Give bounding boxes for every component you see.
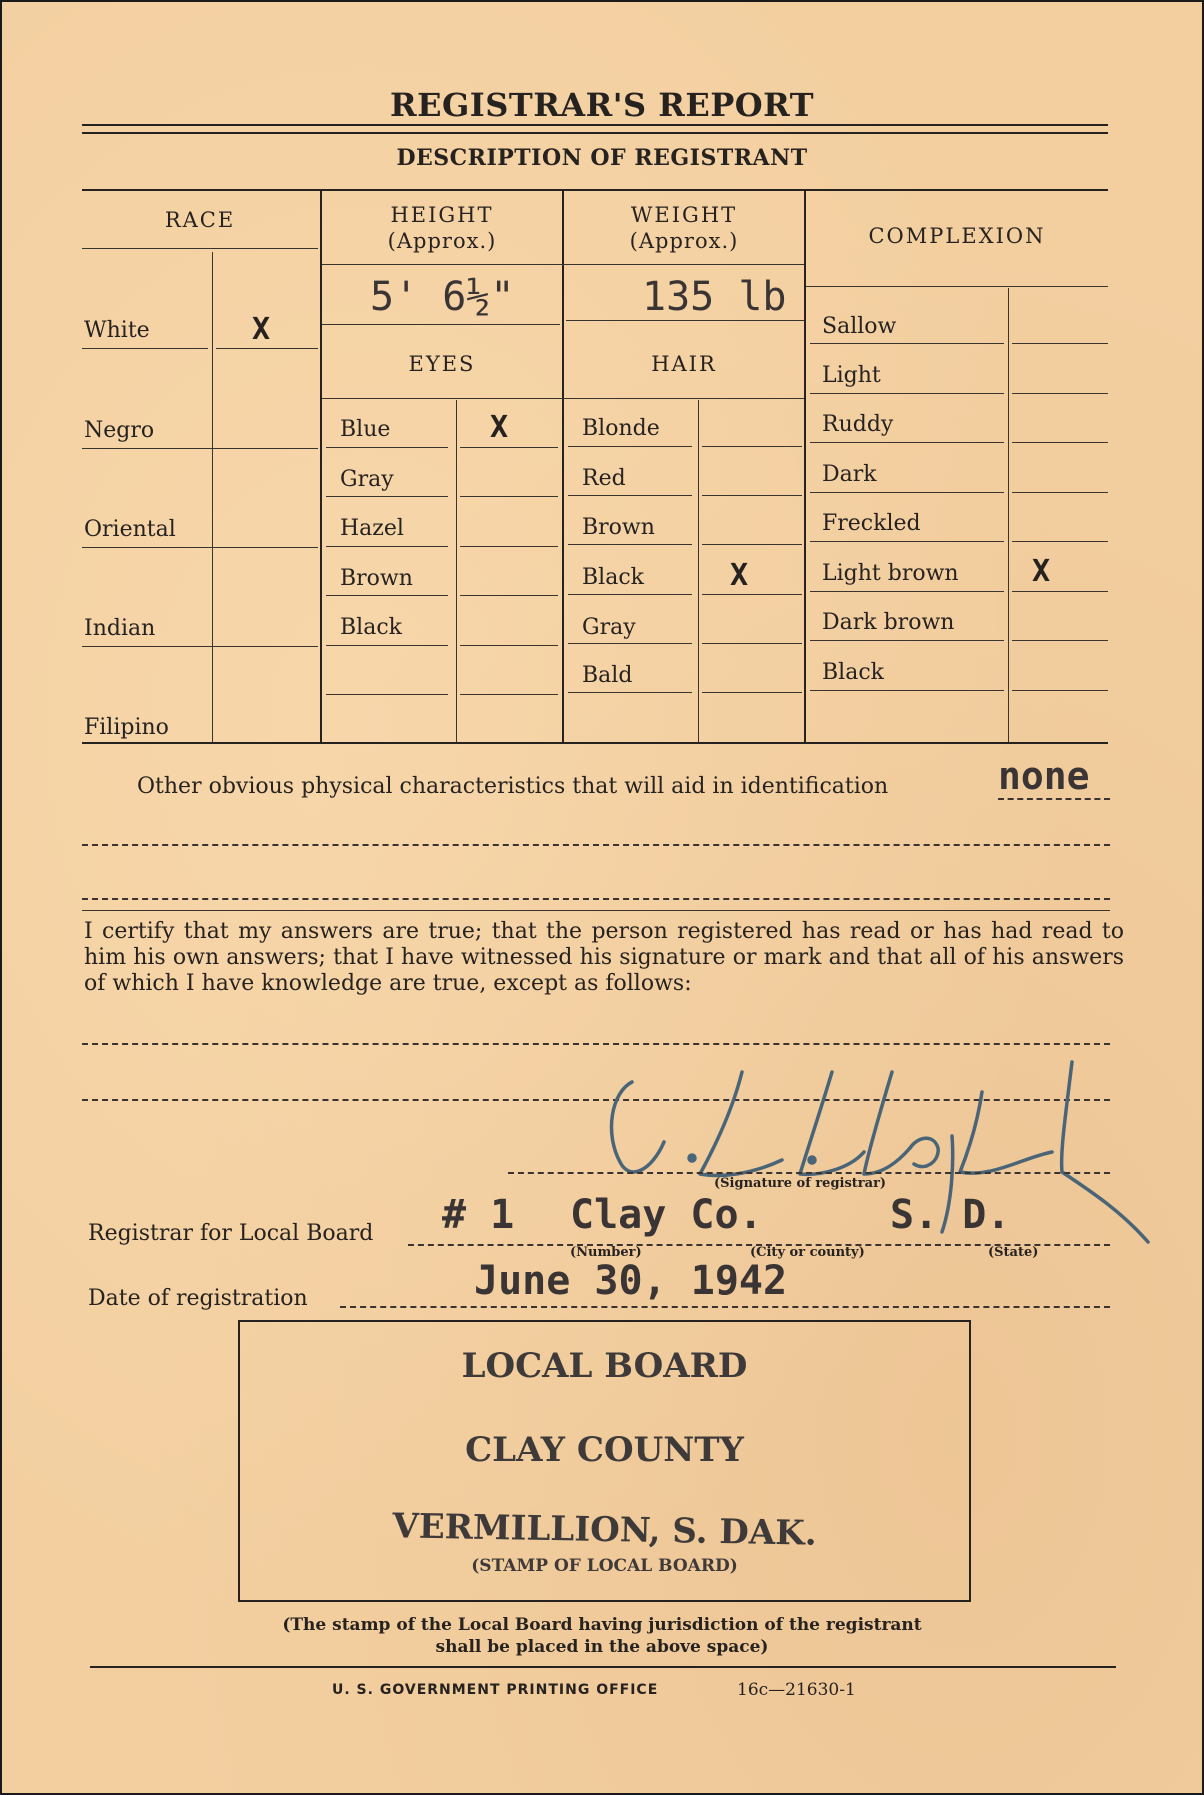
registrar-number: # 1 — [442, 1192, 515, 1238]
characteristics-line-3 — [82, 898, 1110, 900]
race-rule-1b — [216, 348, 318, 349]
hair-rule-3 — [568, 544, 692, 545]
eyes-rule-1 — [326, 447, 448, 448]
height-value-rule — [322, 324, 560, 325]
complexion-light-brown-mark: X — [1032, 554, 1051, 589]
race-header-rule — [82, 248, 318, 249]
table-divider-2 — [562, 190, 564, 742]
characteristics-value: none — [998, 754, 1090, 798]
hair-black: Black — [582, 565, 644, 590]
weight-header-block — [564, 202, 804, 254]
complexion-rule-6 — [810, 591, 1004, 592]
certification-text: I certify that my answers are true; that the person registered has read or has had read to him his own answers; that I have witnessed his signature or mark and that all of his answers of which I have knowledge are true, except as follows: — [84, 919, 1124, 996]
race-rule-2 — [82, 448, 318, 449]
race-mark-divider — [212, 252, 213, 742]
complexion-light: Light — [822, 363, 881, 388]
footer-rule — [90, 1666, 1116, 1668]
registrar-number-caption: (Number) — [570, 1245, 642, 1260]
complexion-rule-5 — [810, 541, 1004, 542]
stamp-line-1: LOCAL BOARD — [461, 1346, 748, 1386]
registrar-state-caption: (State) — [988, 1245, 1039, 1260]
eyes-rule-3 — [326, 546, 448, 547]
race-rule-4 — [82, 646, 318, 647]
height-subheader: (Approx.) — [387, 229, 497, 253]
eyes-mark-divider — [456, 400, 457, 742]
eyes-rule-2 — [326, 496, 448, 497]
characteristics-label: Other obvious physical characteristics that will aid in identification — [137, 774, 889, 799]
height-header: HEIGHT — [390, 203, 494, 227]
race-rule-3 — [82, 547, 318, 548]
complexion-black: Black — [822, 660, 884, 685]
complexion-mark-rule-6 — [1012, 591, 1108, 592]
hair-gray: Gray — [582, 615, 636, 640]
race-rule-1 — [82, 348, 208, 349]
table-top-rule — [82, 189, 1108, 191]
complexion-mark-rule-7 — [1012, 640, 1108, 641]
registrar-report-card — [2, 2, 1202, 1793]
race-negro: Negro — [84, 418, 155, 443]
characteristics-line — [998, 798, 1110, 800]
hair-mark-divider — [698, 400, 699, 742]
complexion-mark-rule-3 — [1012, 442, 1108, 443]
stamp-note-line-2: shall be placed in the above space) — [435, 1637, 769, 1657]
date-line — [340, 1306, 1110, 1308]
hair-mark-rule-5 — [702, 643, 802, 644]
complexion-mark-rule-2 — [1012, 393, 1108, 394]
complexion-mark-divider — [1008, 288, 1009, 742]
eyes-header: EYES — [408, 352, 476, 376]
complexion-rule-3 — [810, 442, 1004, 443]
date-label: Date of registration — [88, 1286, 308, 1311]
eyes-blue-mark: X — [490, 410, 509, 445]
weight-header: WEIGHT — [630, 203, 738, 227]
certification-rule — [82, 910, 1110, 911]
form-number: 16c—21630-1 — [737, 1680, 856, 1700]
complexion-ruddy: Ruddy — [822, 412, 894, 437]
hair-bald: Bald — [582, 663, 633, 688]
local-board-stamp-box — [238, 1320, 971, 1602]
eyes-rule-4 — [326, 595, 448, 596]
race-filipino: Filipino — [84, 715, 169, 740]
hair-blonde: Blonde — [582, 416, 660, 441]
registrar-county-caption: (City or county) — [750, 1245, 865, 1260]
hair-mark-rule-6 — [702, 692, 802, 693]
weight-value-rule — [566, 320, 804, 321]
registrar-county: Clay Co. — [570, 1192, 763, 1238]
hair-rule-5 — [568, 643, 692, 644]
eyes-mark-rule-2 — [460, 496, 558, 497]
eyes-rule-6 — [326, 694, 448, 695]
complexion-dark: Dark — [822, 462, 877, 487]
complexion-rule-8 — [810, 690, 1004, 691]
eyes-gray: Gray — [340, 467, 394, 492]
registrar-label: Registrar for Local Board — [88, 1221, 374, 1246]
eyes-hair-header-rule — [322, 398, 804, 399]
complexion-freckled: Freckled — [822, 511, 921, 536]
stamp-note — [2, 1614, 1202, 1658]
printer-name: U. S. GOVERNMENT PRINTING OFFICE — [332, 1682, 659, 1698]
hair-mark-rule-4 — [702, 594, 802, 595]
eyes-blue: Blue — [340, 417, 391, 442]
race-white-mark: X — [252, 312, 271, 347]
table-divider-3 — [804, 190, 806, 742]
complexion-mark-rule-5 — [1012, 541, 1108, 542]
hair-brown: Brown — [582, 515, 655, 540]
weight-subheader: (Approx.) — [629, 229, 739, 253]
stamp-line-3: VERMILLION, S. DAK. — [392, 1506, 817, 1554]
race-indian: Indian — [84, 616, 156, 641]
complexion-rule-7 — [810, 640, 1004, 641]
eyes-mark-rule-5 — [460, 645, 558, 646]
complexion-rule-1 — [810, 343, 1004, 344]
signature-line — [508, 1172, 1110, 1174]
characteristics-line-2 — [82, 844, 1110, 846]
registrar-state: S. D. — [890, 1192, 1011, 1238]
hair-rule-4 — [568, 594, 692, 595]
stamp-note-line-1: (The stamp of the Local Board having jurisdiction of the registrant — [282, 1615, 922, 1635]
hair-rule-2 — [568, 495, 692, 496]
exception-line-1 — [82, 1043, 1110, 1045]
title-rule-2 — [82, 132, 1108, 134]
complexion-mark-rule-8 — [1012, 690, 1108, 691]
eyes-mark-rule-6 — [460, 694, 558, 695]
hair-black-mark: X — [730, 558, 749, 593]
eyes-rule-5 — [326, 645, 448, 646]
report-title: REGISTRAR'S REPORT — [389, 86, 815, 124]
weight-value: 135 lb — [642, 274, 787, 320]
complexion-sallow: Sallow — [822, 314, 897, 339]
hair-red: Red — [582, 466, 626, 491]
race-white: White — [84, 318, 150, 343]
height-header-block — [322, 202, 562, 254]
complexion-dark-brown: Dark brown — [822, 610, 955, 635]
eyes-black: Black — [340, 615, 402, 640]
table-divider-1 — [320, 190, 322, 742]
complexion-light-brown: Light brown — [822, 561, 959, 586]
complexion-rule-4 — [810, 492, 1004, 493]
date-value: June 30, 1942 — [474, 1258, 788, 1304]
stamp-line-2: CLAY COUNTY — [465, 1430, 744, 1470]
eyes-mark-rule-4 — [460, 595, 558, 596]
stamp-caption: (STAMP OF LOCAL BOARD) — [471, 1556, 738, 1576]
eyes-hazel: Hazel — [340, 516, 404, 541]
eyes-brown: Brown — [340, 566, 413, 591]
complexion-rule-2 — [810, 393, 1004, 394]
complexion-mark-rule-4 — [1012, 492, 1108, 493]
hair-mark-rule-2 — [702, 495, 802, 496]
hair-mark-rule-3 — [702, 544, 802, 545]
complexion-header: COMPLEXION — [868, 224, 1046, 248]
hw-header-rule — [322, 264, 804, 265]
eyes-mark-rule-3 — [460, 546, 558, 547]
hair-mark-rule-1 — [702, 446, 802, 447]
title-rule-1 — [82, 124, 1108, 126]
signature-caption: (Signature of registrar) — [714, 1176, 887, 1191]
hair-rule-1 — [568, 446, 692, 447]
race-header: RACE — [164, 208, 236, 232]
eyes-mark-rule-1 — [460, 447, 558, 448]
description-heading: DESCRIPTION OF REGISTRANT — [396, 145, 808, 171]
height-value: 5' 6½" — [370, 274, 515, 320]
complexion-header-rule — [806, 286, 1108, 287]
hair-rule-6 — [568, 692, 692, 693]
table-bottom-rule — [82, 742, 1108, 744]
race-oriental: Oriental — [84, 517, 176, 542]
complexion-mark-rule-1 — [1012, 343, 1108, 344]
hair-header: HAIR — [651, 352, 717, 376]
